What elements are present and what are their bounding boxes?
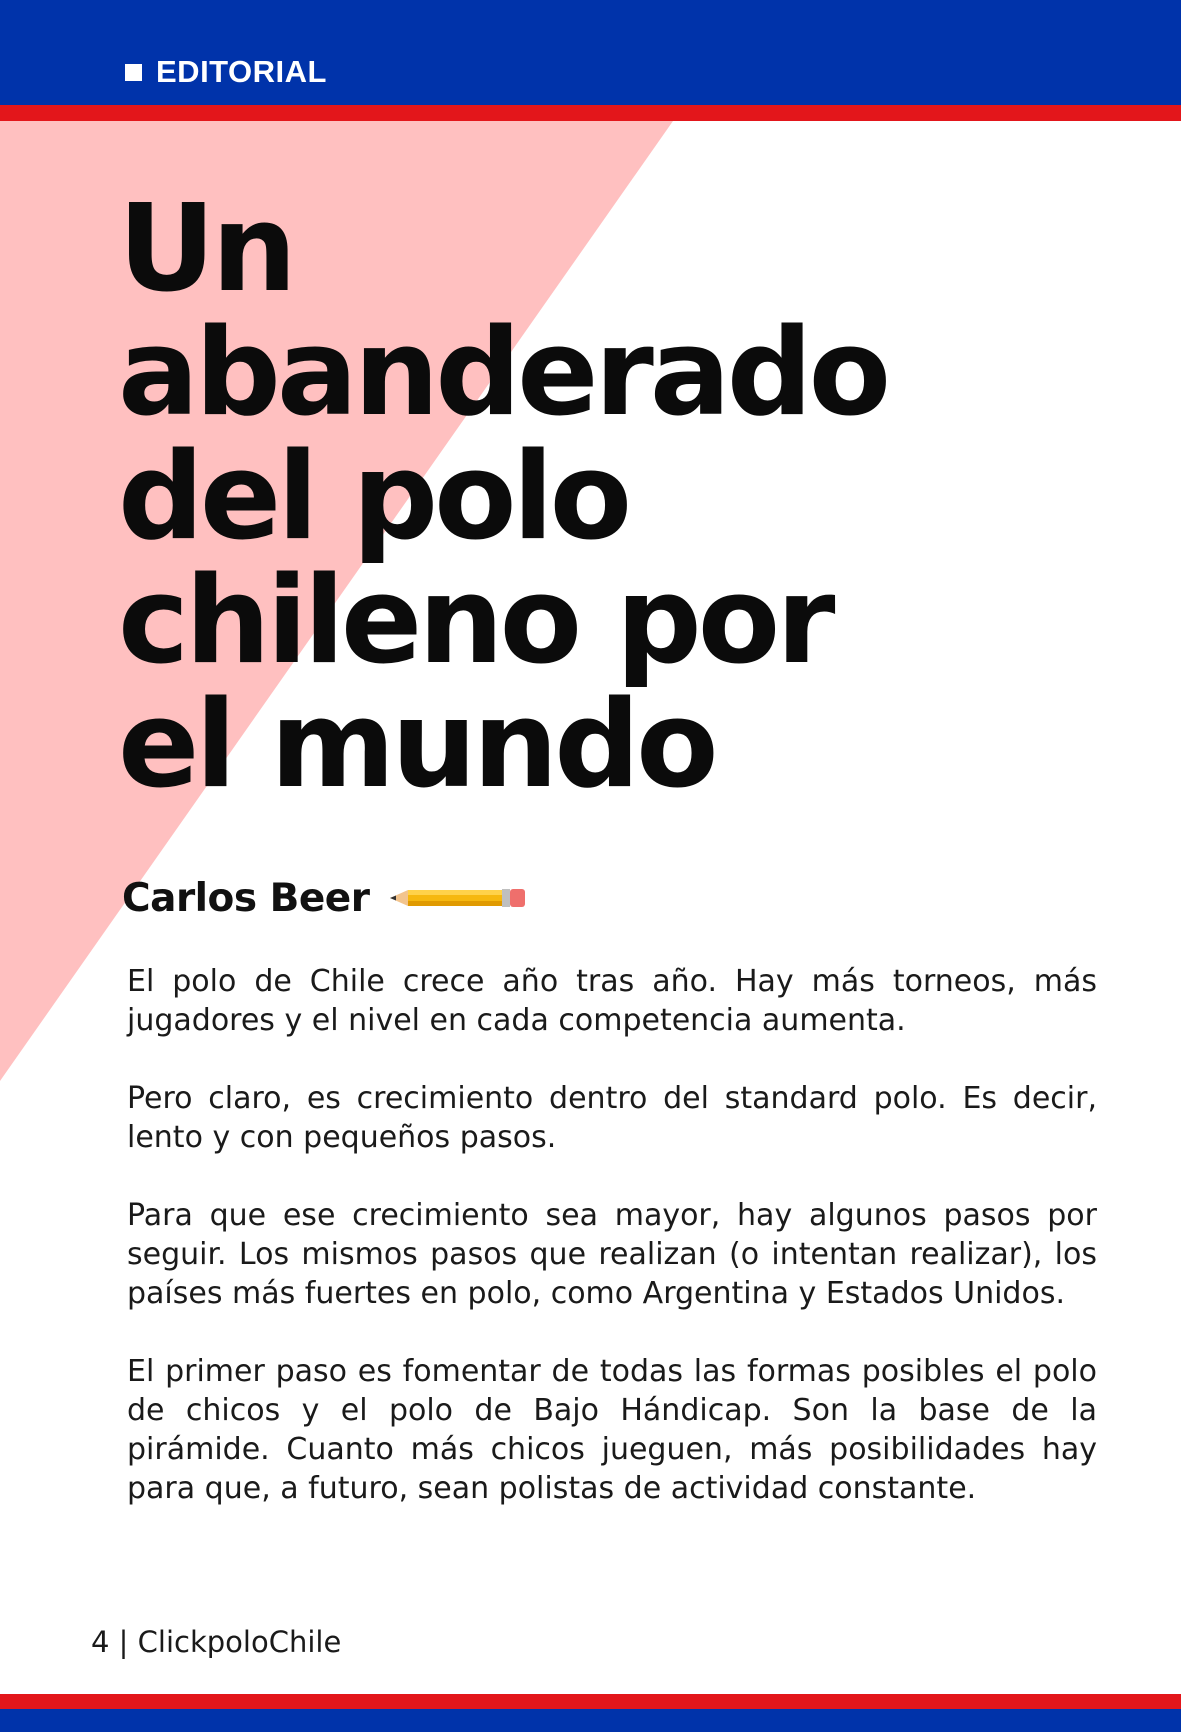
footer-red-stripe [0, 1694, 1181, 1709]
title-line: abanderado [118, 304, 888, 443]
byline [122, 873, 526, 923]
article-body [127, 962, 1097, 1547]
footer-band [0, 1709, 1181, 1732]
paragraph: Pero claro, es crecimiento dentro del standard polo. Es decir, lento y con pequeños pasos. [127, 1081, 1097, 1155]
section-label-text: EDITORIAL [156, 54, 327, 89]
pencil-icon [390, 886, 526, 910]
author-name: Carlos Beer [122, 875, 370, 921]
title-line: el mundo [118, 676, 715, 815]
title-line: Un [118, 180, 293, 319]
section-label [125, 52, 327, 92]
paragraph: El primer paso es fomentar de todas las formas posibles el polo de chicos y el polo de Bajo Hándicap. Son la base de la pirámide. Cuanto más chicos jueguen, más posibilidades hay para que, a futuro, sean polistas de actividad constante. [127, 1354, 1097, 1506]
header-red-stripe [0, 105, 1181, 121]
title-line: chileno por [118, 552, 832, 691]
paragraph: Para que ese crecimiento sea mayor, hay algunos pasos por seguir. Los mismos pasos que realizan (o intentan realizar), los países más fuertes en polo, como Argentina y Estados Unidos. [127, 1198, 1097, 1311]
square-bullet-icon [125, 64, 142, 81]
page-footer-label: 4 | ClickpoloChile [91, 1625, 342, 1659]
title-line: del polo [118, 428, 629, 567]
article-title [118, 180, 1118, 815]
paragraph: El polo de Chile crece año tras año. Hay más torneos, más jugadores y el nivel en cada competencia aumenta. [127, 964, 1097, 1038]
